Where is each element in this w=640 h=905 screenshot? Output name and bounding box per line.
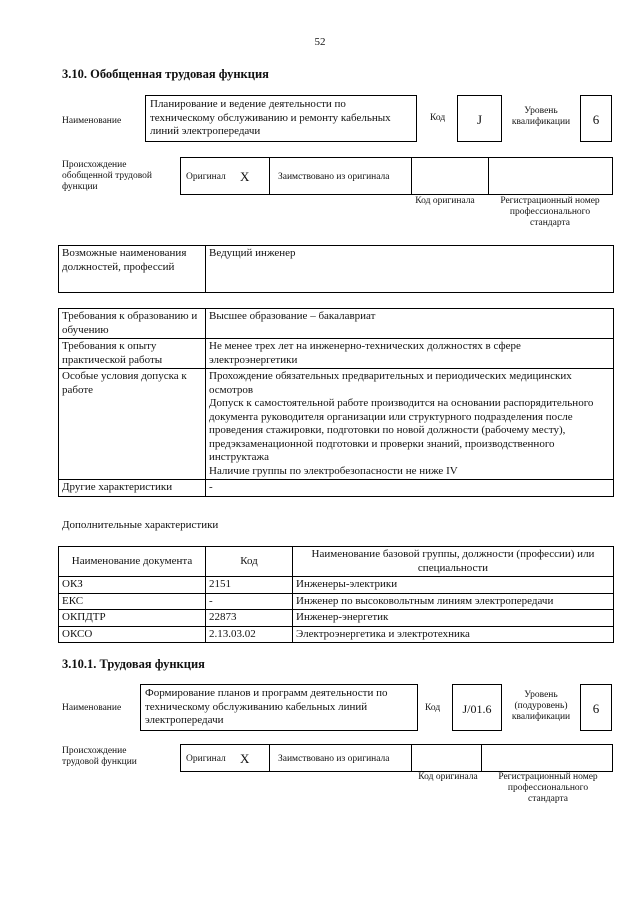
name-cell: Инженер по высоковольтным линиям электропередачи	[293, 593, 614, 610]
additional-heading: Дополнительные характеристики	[62, 519, 219, 531]
req-label: Требования к опыту практической работы	[59, 339, 206, 369]
name-cell: Инженер-энергетик	[293, 610, 614, 627]
section-heading: 3.10. Обобщенная трудовая функция	[62, 67, 269, 81]
req-label: Особые условия допуска к работе	[59, 369, 206, 480]
code-label-2: Код	[425, 703, 441, 713]
col-header: Код	[206, 547, 293, 577]
original-label: Оригинал	[186, 172, 226, 182]
caption-code-2: Код оригинала	[418, 772, 478, 782]
req-value: Не менее трех лет на инженерно-технических должностях в сфере электроэнергетики	[206, 339, 614, 369]
code-box-2	[452, 684, 502, 731]
labor-function-name-value: Формирование планов и программ деятельности по техническому обслуживанию кабельных линий электропередачи	[145, 687, 388, 726]
level-box	[580, 95, 612, 142]
caption-code: Код оригинала	[415, 196, 475, 206]
level-box-2	[580, 684, 612, 731]
origin-label: Происхождение обобщенной трудовой функции	[62, 160, 152, 192]
doc-cell: ЕКС	[59, 593, 206, 610]
table-row	[59, 577, 614, 594]
code-cell: 2.13.03.02	[206, 626, 293, 643]
original-mark: X	[240, 169, 250, 184]
page-number: 52	[314, 36, 326, 48]
level-label: Уровень квалификации	[511, 106, 571, 127]
doc-cell: ОКСО	[59, 626, 206, 643]
code-box	[457, 95, 502, 142]
name-cell: Инженеры-электрики	[293, 577, 614, 594]
original-mark-2: X	[240, 751, 250, 766]
level-label-2: Уровень (подуровень) квалификации	[511, 690, 571, 722]
req-value: -	[206, 480, 614, 497]
positions-table	[58, 245, 614, 293]
name-label: Наименование	[62, 116, 122, 126]
table-row	[59, 610, 614, 627]
code-cell: 22873	[206, 610, 293, 627]
req-value: Прохождение обязательных предварительных и периодических медицинских осмотров Допуск к самостоятельной работе производится на основании распорядительного документа руководителя организации или структурного подразделения после проведения стажировки, подготовки по новой должности (рабочему месту), предэкзаменационной подготовки и проверки знаний, производственного инструктажа Наличие группы по электробезопасности не ниже IV	[206, 369, 614, 480]
code-value-2: J/01.6	[462, 702, 492, 716]
code-cell: 2151	[206, 577, 293, 594]
col-header: Наименование базовой группы, должности (профессии) или специальности	[293, 547, 614, 577]
function-name-box	[145, 95, 417, 142]
caption-reg-2: Регистрационный номер профессионального стандарта	[498, 772, 598, 804]
doc-cell: ОКЗ	[59, 577, 206, 594]
origin-label-2: Происхождение трудовой функции	[62, 746, 137, 767]
req-label: Другие характеристики	[59, 480, 206, 497]
doc-cell: ОКПДТР	[59, 610, 206, 627]
code-cell: -	[206, 593, 293, 610]
positions-label: Возможные наименования должностей, профессий	[59, 246, 206, 293]
req-label: Требования к образованию и обучению	[59, 309, 206, 339]
positions-value: Ведущий инженер	[206, 246, 614, 293]
origin-row	[180, 157, 613, 195]
col-header: Наименование документа	[59, 547, 206, 577]
table-row	[59, 593, 614, 610]
level-value: 6	[592, 112, 600, 127]
original-label-2: Оригинал	[186, 754, 226, 764]
table-row	[59, 626, 614, 643]
name-label-2: Наименование	[62, 703, 122, 713]
code-value: J	[476, 112, 483, 127]
requirements-table	[58, 308, 614, 497]
borrowed-label: Заимствовано из оригинала	[278, 172, 390, 182]
labor-function-name-box	[140, 684, 418, 731]
subsection-heading: 3.10.1. Трудовая функция	[62, 657, 205, 671]
name-cell: Электроэнергетика и электротехника	[293, 626, 614, 643]
level-value-2: 6	[592, 701, 600, 716]
additional-table	[58, 546, 614, 643]
origin-row-2	[180, 744, 613, 772]
req-value: Высшее образование – бакалавриат	[206, 309, 614, 339]
code-label: Код	[430, 113, 446, 123]
function-name-value: Планирование и ведение деятельности по техническому обслуживанию и ремонту кабельных линий электропередачи	[150, 98, 391, 137]
borrowed-label-2: Заимствовано из оригинала	[278, 754, 390, 764]
caption-reg: Регистрационный номер профессионального стандарта	[500, 196, 600, 228]
